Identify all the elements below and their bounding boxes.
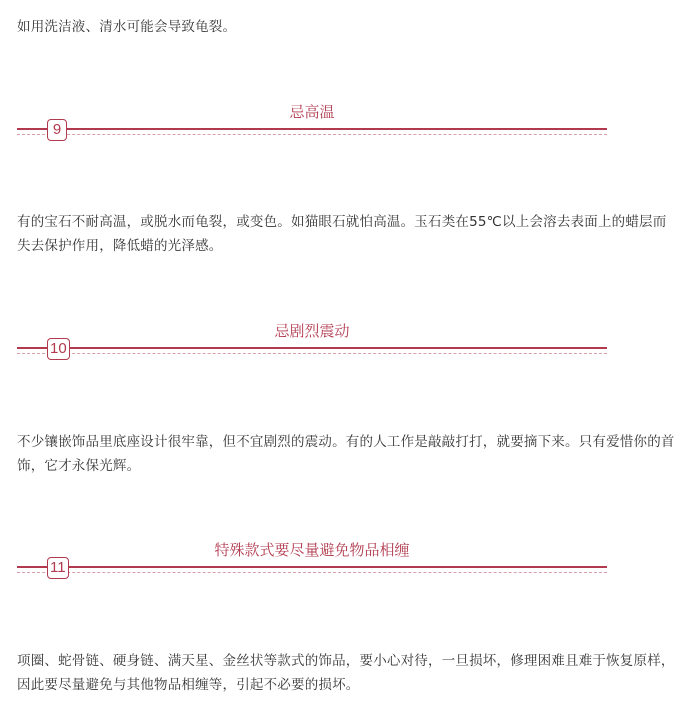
section-body-11: 项圈、蛇骨链、硬身链、满天星、金丝状等款式的饰品，要小心对待，一旦损坏，修理困难且难于恢复原样，因此要尽量避免与其他物品相缠等，引起不必要的损坏。 xyxy=(17,653,675,693)
heading-rule xyxy=(17,128,607,130)
section-body-10: 不少镶嵌饰品里底座设计很牢靠，但不宜剧烈的震动。有的人工作是敲敲打打，就要摘下来。只有爱惜你的首饰，它才永保光辉。 xyxy=(17,434,675,474)
section-title: 忌剧烈震动 xyxy=(274,322,350,340)
section-number-badge: 9 xyxy=(47,119,67,141)
section-body-9: 有的宝石不耐高温，或脱水而龟裂，或变色。如猫眼石就怕高温。玉石类在55℃以上会溶去表面上的蜡层而失去保护作用，降低蜡的光泽感。 xyxy=(17,214,667,254)
section-number-badge: 10 xyxy=(47,338,70,360)
section-heading-10 xyxy=(0,320,683,370)
heading-dashed-rule xyxy=(17,572,607,573)
intro-paragraph: 如用洗洁液、清水可能会导致龟裂。 xyxy=(17,19,237,35)
section-number-badge: 11 xyxy=(47,557,69,579)
heading-dashed-rule xyxy=(17,353,607,354)
section-heading-11 xyxy=(0,539,683,589)
heading-rule xyxy=(17,566,607,568)
section-title: 忌高温 xyxy=(289,103,335,121)
section-title: 特殊款式要尽量避免物品相缠 xyxy=(214,541,410,559)
heading-dashed-rule xyxy=(17,134,607,135)
heading-rule xyxy=(17,347,607,349)
section-heading-9 xyxy=(0,101,683,151)
